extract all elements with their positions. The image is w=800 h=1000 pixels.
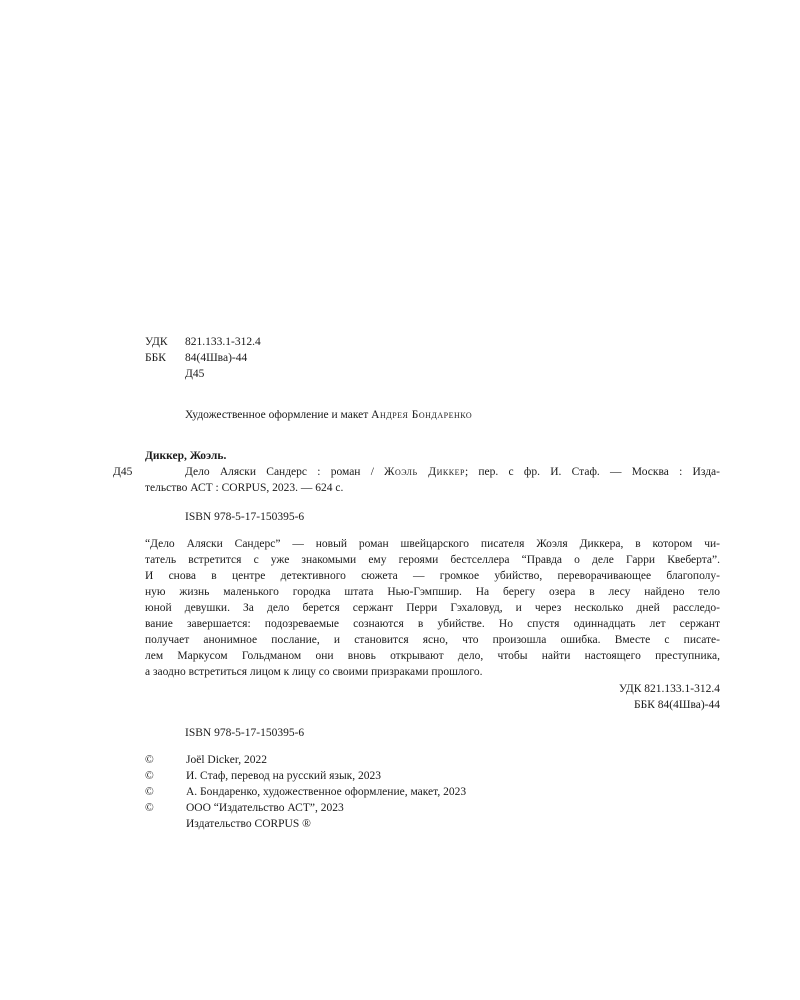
record-mark: Д45 (113, 466, 133, 478)
record-details: ; пер. с фр. И. Стаф. — Москва : Изда- (464, 466, 720, 478)
annotation-line: лем Маркусом Гольдманом они вновь открывают дело, чтобы найти настоящего преступника, (145, 650, 720, 662)
annotation-line: “Дело Аляски Сандерс” — новый роман швейцарского писателя Жоэля Диккера, в котором чи- (145, 538, 720, 550)
copyright-line (145, 768, 381, 784)
copyright-icon: © (145, 770, 154, 782)
copyright-icon: © (145, 786, 154, 798)
udk-line (145, 334, 261, 350)
copyright-text: И. Стаф, перевод на русский язык, 2023 (186, 770, 382, 782)
bbk-value: 84(4Шва)-44 (185, 352, 248, 364)
copyright-icon: © (145, 802, 154, 814)
udk-label: УДК (145, 336, 168, 348)
bbk-label: ББК (145, 352, 166, 364)
author-heading-text: Диккер, Жоэль. (145, 450, 227, 462)
author-heading (145, 448, 226, 464)
copyright-text: А. Бондаренко, художественное оформление, макет, 2023 (186, 786, 467, 798)
record-line-1 (185, 464, 720, 480)
isbn-final: ISBN 978-5-17-150395-6 (185, 727, 305, 739)
summary-udk: УДК 821.133.1-312.4 (618, 683, 720, 695)
copyright-text: ООО “Издательство АСТ”, 2023 (186, 802, 344, 814)
design-credit-name: Андрея Бондаренко (371, 409, 473, 421)
design-credit (185, 407, 472, 423)
record-author: Жоэль Диккер (384, 466, 465, 478)
annotation-line: татель встретится с уже знакомыми ему героями бестселлера “Правда о деле Гарри Квеберта”. (145, 554, 720, 566)
annotation-line: юной девушки. За дело берется сержант Перри Гэхаловуд, и через несколько дней расследо- (145, 602, 720, 614)
copyright-line (145, 752, 267, 768)
design-credit-text: Художественное оформление и макет (185, 409, 372, 421)
imprint: Издательство CORPUS ® (186, 818, 311, 830)
author-mark: Д45 (185, 368, 205, 380)
copyright-line (145, 800, 344, 816)
record-line-2: тельство АСТ : CORPUS, 2023. — 624 с. (145, 482, 344, 494)
bbk-line (145, 350, 247, 366)
summary-bbk: ББК 84(4Шва)-44 (634, 699, 720, 711)
udk-value: 821.133.1-312.4 (185, 336, 261, 348)
record-isbn: ISBN 978-5-17-150395-6 (185, 511, 305, 523)
record-title: Дело Аляски Сандерс : роман / (185, 466, 385, 478)
annotation (145, 536, 720, 680)
annotation-line: а заодно встретиться лицом к лицу со своими призраками прошлого. (145, 666, 483, 678)
annotation-line: получает анонимное послание, и становится ясно, что произошла ошибка. Вместе с писате- (145, 634, 720, 646)
copyright-icon: © (145, 754, 154, 766)
annotation-line: И снова в центре детективного сюжета — громкое убийство, переворачивающее благополу- (145, 570, 720, 582)
annotation-line: ную жизнь маленького городка штата Нью-Гэмпшир. На берегу озера в лесу найдено тело (145, 586, 720, 598)
annotation-line: вание завершается: подозреваемые сознаются в убийстве. Но спустя одиннадцать лет сержант (145, 618, 720, 630)
copyright-line (145, 784, 466, 800)
copyright-text: Joël Dicker, 2022 (186, 754, 267, 766)
